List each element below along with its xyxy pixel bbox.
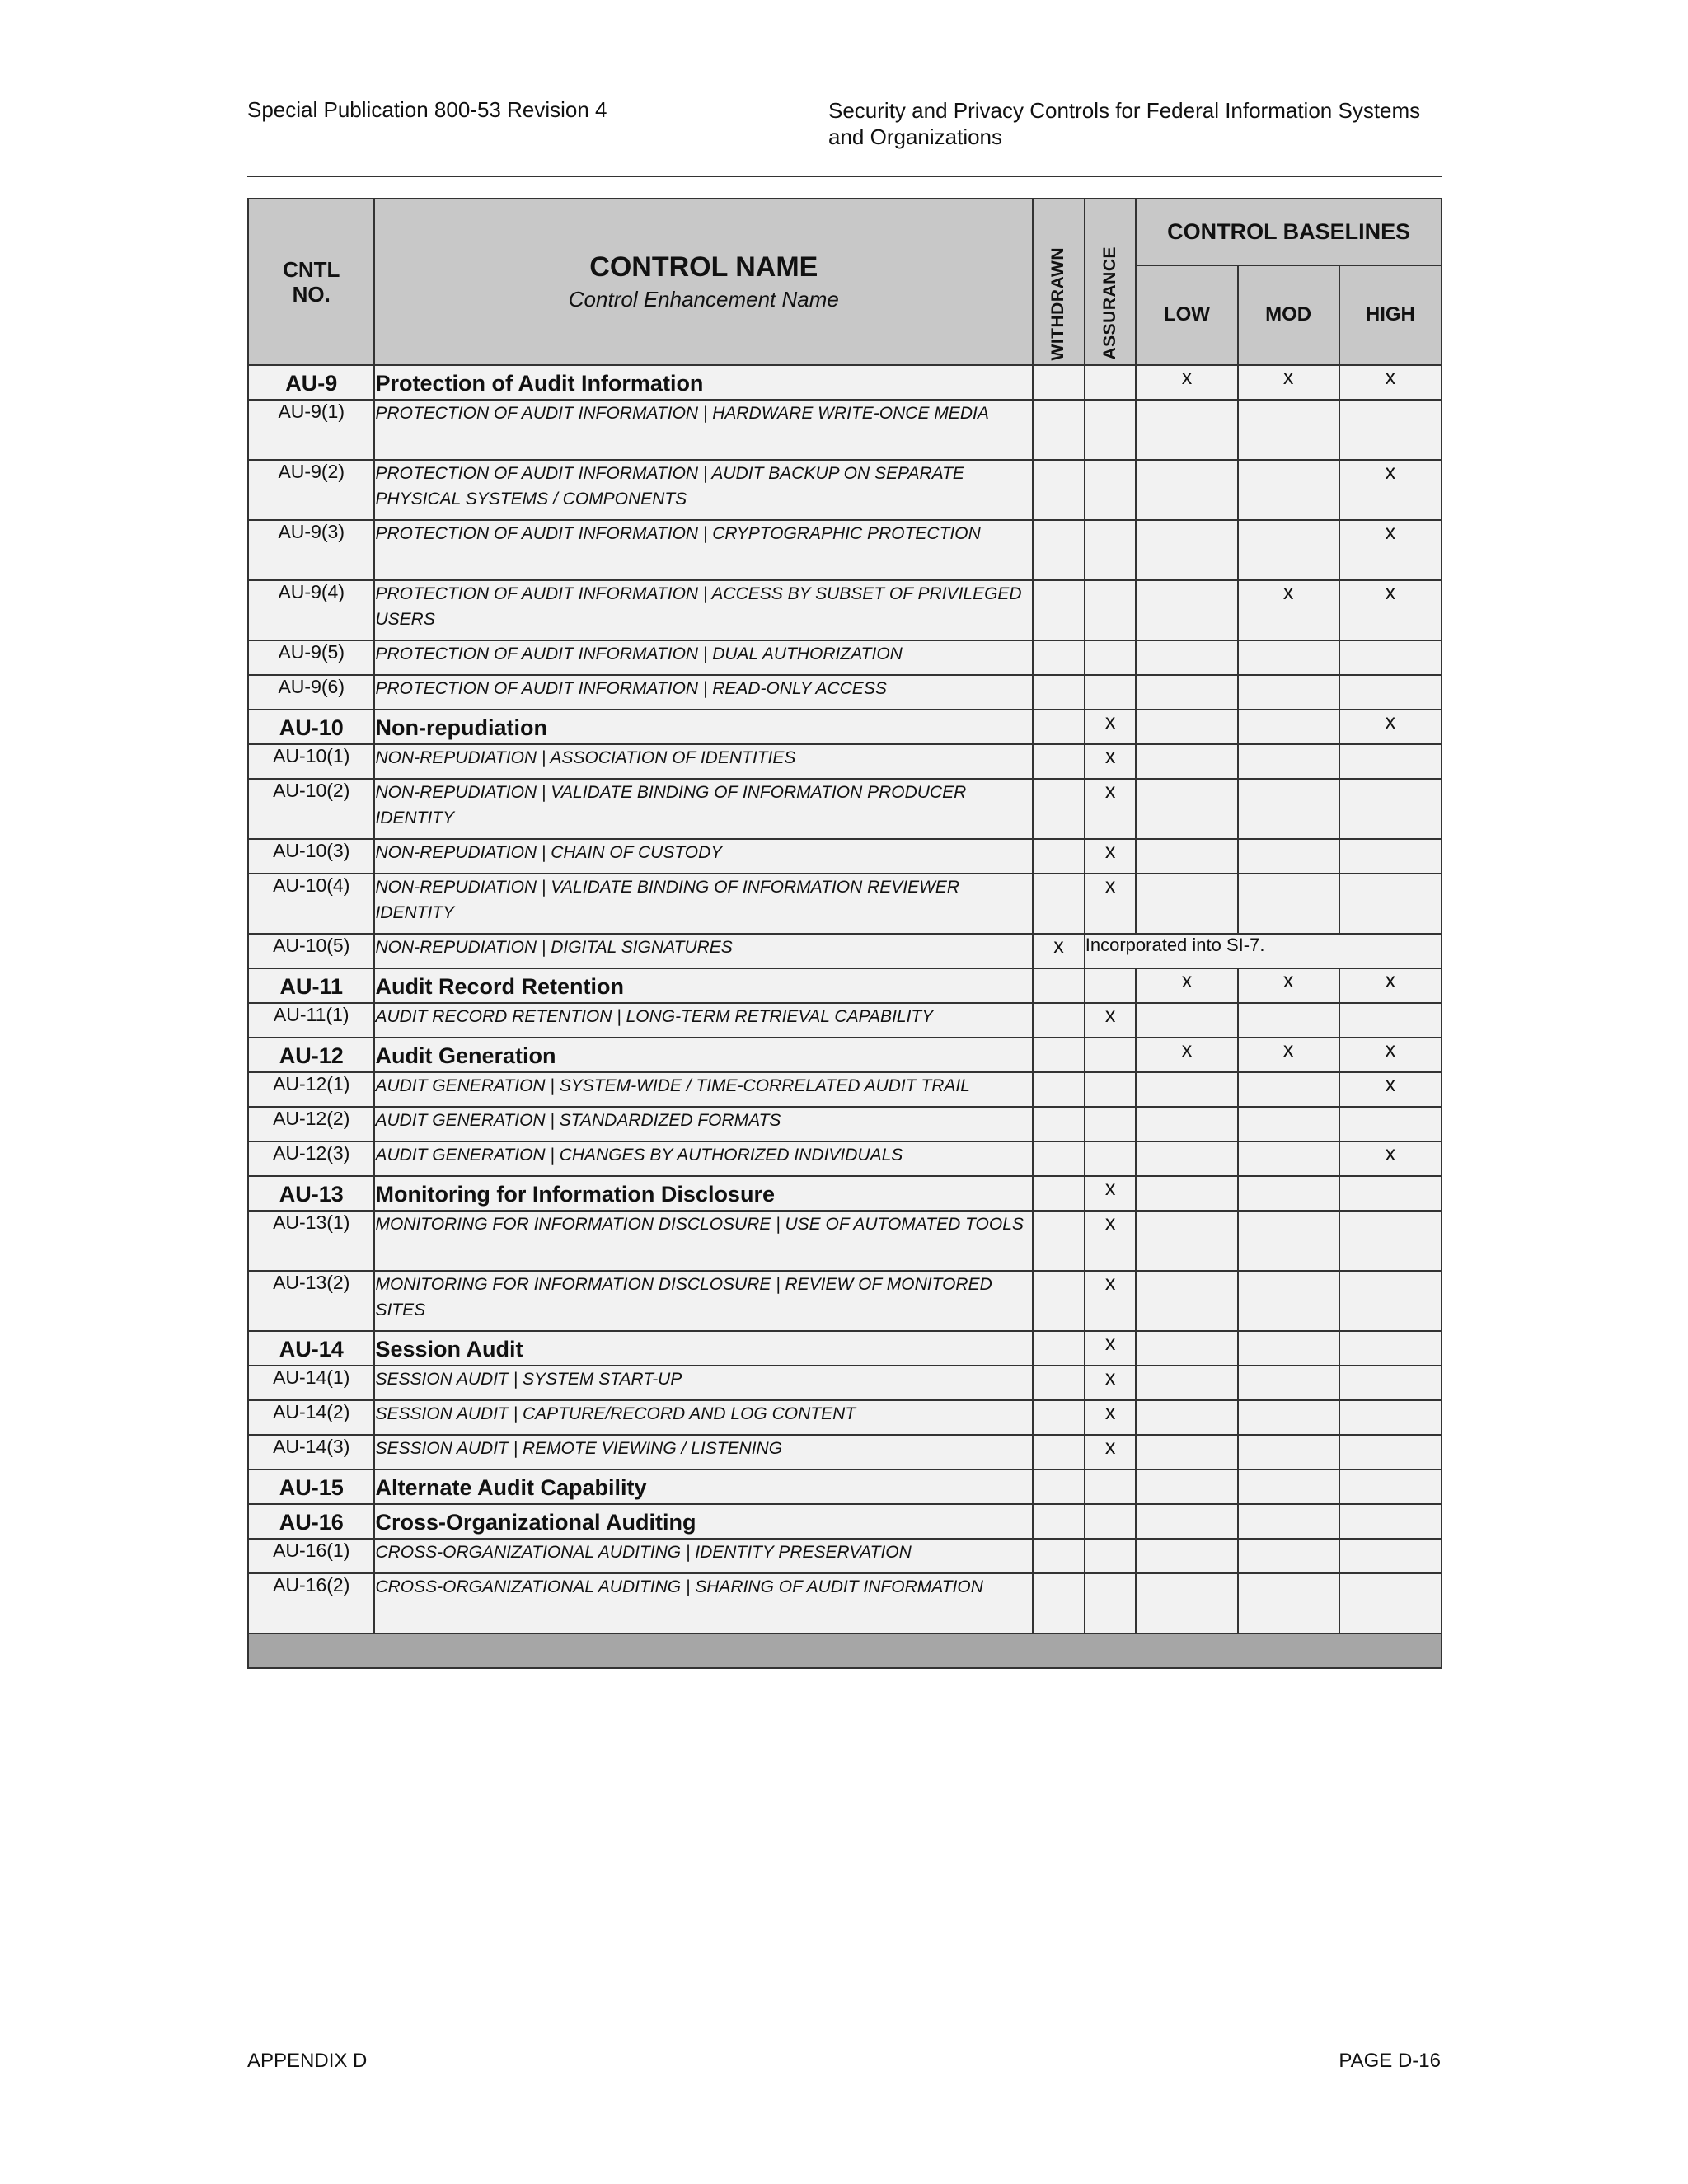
mod-baseline-cell [1238,675,1339,710]
table-row [248,874,1442,934]
mod-baseline-cell [1238,400,1339,460]
mod-baseline-cell [1238,460,1339,520]
assurance-cell: x [1085,1331,1137,1366]
assurance-cell [1085,365,1137,400]
cntl-header-line2: NO. [292,282,331,307]
table-row [248,1003,1442,1038]
high-baseline-cell [1339,1107,1442,1141]
control-name-cell: PROTECTION OF AUDIT INFORMATION | ACCESS BY SUBSET OF PRIVILEGED USERS [374,580,1033,640]
control-name-cell: PROTECTION OF AUDIT INFORMATION | CRYPTOGRAPHIC PROTECTION [374,520,1033,580]
table-row [248,968,1442,1003]
table-row [248,779,1442,839]
control-name-cell: SESSION AUDIT | SYSTEM START-UP [374,1366,1033,1400]
control-id-cell: AU-10(3) [248,839,374,874]
table-row [248,1435,1442,1469]
assurance-cell [1085,675,1137,710]
assurance-label: ASSURANCE [1100,246,1120,360]
running-header-left: Special Publication 800-53 Revision 4 [247,97,607,122]
control-name-cell: NON-REPUDIATION | CHAIN OF CUSTODY [374,839,1033,874]
assurance-cell: x [1085,839,1137,874]
high-baseline-cell [1339,744,1442,779]
mod-baseline-cell [1238,1400,1339,1435]
control-id-cell: AU-12(1) [248,1072,374,1107]
assurance-cell [1085,1573,1137,1633]
control-id-cell: AU-15 [248,1469,374,1504]
assurance-cell: x [1085,1435,1137,1469]
control-name-cell: NON-REPUDIATION | DIGITAL SIGNATURES [374,934,1033,968]
control-name-cell: PROTECTION OF AUDIT INFORMATION | HARDWARE WRITE-ONCE MEDIA [374,400,1033,460]
control-name-cell: CROSS-ORGANIZATIONAL AUDITING | SHARING OF AUDIT INFORMATION [374,1573,1033,1633]
withdrawn-cell [1033,400,1085,460]
control-id-cell: AU-12(2) [248,1107,374,1141]
high-baseline-cell: x [1339,968,1442,1003]
control-name-cell: SESSION AUDIT | CAPTURE/RECORD AND LOG CONTENT [374,1400,1033,1435]
table-row [248,1176,1442,1211]
control-name-cell: AUDIT GENERATION | CHANGES BY AUTHORIZED INDIVIDUALS [374,1141,1033,1176]
mod-baseline-cell [1238,1539,1339,1573]
high-baseline-cell [1339,400,1442,460]
assurance-cell: x [1085,779,1137,839]
assurance-cell: x [1085,1366,1137,1400]
high-baseline-cell: x [1339,580,1442,640]
table-body [248,365,1442,1668]
mod-baseline-cell [1238,1435,1339,1469]
low-baseline-cell [1136,1435,1237,1469]
control-id-cell: AU-11(1) [248,1003,374,1038]
control-id-cell: AU-9(5) [248,640,374,675]
assurance-cell: x [1085,1271,1137,1331]
withdrawn-cell [1033,1504,1085,1539]
assurance-cell [1085,1072,1137,1107]
assurance-cell [1085,520,1137,580]
control-name-cell: Monitoring for Information Disclosure [374,1176,1033,1211]
low-baseline-cell [1136,1331,1237,1366]
withdrawn-cell [1033,1400,1085,1435]
table-row [248,710,1442,744]
table-row [248,675,1442,710]
withdrawn-cell [1033,520,1085,580]
high-baseline-cell [1339,779,1442,839]
mod-baseline-cell: x [1238,365,1339,400]
mod-baseline-cell [1238,1003,1339,1038]
withdrawn-cell [1033,580,1085,640]
control-id-cell: AU-9 [248,365,374,400]
low-baseline-cell [1136,779,1237,839]
control-id-cell: AU-11 [248,968,374,1003]
assurance-cell [1085,968,1137,1003]
high-baseline-cell: x [1339,1038,1442,1072]
control-name-cell: Session Audit [374,1331,1033,1366]
table-row [248,744,1442,779]
assurance-cell [1085,1107,1137,1141]
assurance-cell: x [1085,744,1137,779]
withdrawn-cell [1033,968,1085,1003]
control-name-title: CONTROL NAME [589,251,818,283]
withdrawn-cell [1033,460,1085,520]
running-header-right-line2: and Organizations [828,124,1003,149]
table-row [248,1107,1442,1141]
control-name-cell: Cross-Organizational Auditing [374,1504,1033,1539]
mod-baseline-cell [1238,1176,1339,1211]
low-baseline-cell [1136,874,1237,934]
control-id-cell: AU-10(4) [248,874,374,934]
withdrawn-cell [1033,779,1085,839]
mod-baseline-cell [1238,1271,1339,1331]
control-name-cell: AUDIT GENERATION | SYSTEM-WIDE / TIME-CORRELATED AUDIT TRAIL [374,1072,1033,1107]
assurance-cell [1085,1038,1137,1072]
table-row [248,839,1442,874]
table-row [248,1141,1442,1176]
low-baseline-cell [1136,839,1237,874]
table-row [248,640,1442,675]
high-baseline-cell [1339,839,1442,874]
low-baseline-cell [1136,460,1237,520]
table-row [248,1072,1442,1107]
high-baseline-cell [1339,1211,1442,1271]
high-baseline-cell: x [1339,460,1442,520]
mod-baseline-cell [1238,1573,1339,1633]
assurance-cell [1085,1469,1137,1504]
table-row [248,1211,1442,1271]
high-baseline-cell [1339,1400,1442,1435]
mod-header: MOD [1238,265,1339,365]
withdrawn-cell [1033,365,1085,400]
withdrawn-note-cell: Incorporated into SI-7. [1085,934,1442,968]
low-baseline-cell [1136,1573,1237,1633]
withdrawn-cell [1033,1107,1085,1141]
control-name-cell: NON-REPUDIATION | VALIDATE BINDING OF INFORMATION REVIEWER IDENTITY [374,874,1033,934]
assurance-cell [1085,1539,1137,1573]
assurance-cell [1085,1141,1137,1176]
high-baseline-cell [1339,1176,1442,1211]
mod-baseline-cell: x [1238,580,1339,640]
cntl-header-line1: CNTL [283,257,340,282]
low-baseline-cell [1136,1141,1237,1176]
control-name-cell: Alternate Audit Capability [374,1469,1033,1504]
table-row [248,1366,1442,1400]
low-baseline-cell [1136,1072,1237,1107]
table-row [248,365,1442,400]
high-baseline-cell [1339,1003,1442,1038]
low-baseline-cell [1136,520,1237,580]
mod-baseline-cell [1238,1366,1339,1400]
high-header: HIGH [1339,265,1442,365]
high-baseline-cell: x [1339,1141,1442,1176]
high-baseline-cell [1339,874,1442,934]
control-id-cell: AU-14(1) [248,1366,374,1400]
mod-baseline-cell [1238,874,1339,934]
withdrawn-label: WITHDRAWN [1048,246,1068,360]
assurance-cell [1085,460,1137,520]
high-baseline-cell: x [1339,365,1442,400]
high-baseline-cell [1339,675,1442,710]
withdrawn-cell [1033,1211,1085,1271]
assurance-header [1085,199,1137,365]
control-enhancement-subtitle: Control Enhancement Name [568,287,839,312]
withdrawn-cell [1033,839,1085,874]
mod-baseline-cell [1238,1331,1339,1366]
header-divider [247,176,1442,177]
control-name-cell: PROTECTION OF AUDIT INFORMATION | DUAL AUTHORIZATION [374,640,1033,675]
mod-baseline-cell [1238,1504,1339,1539]
control-name-cell: Protection of Audit Information [374,365,1033,400]
table-row [248,520,1442,580]
assurance-cell: x [1085,1003,1137,1038]
table-row [248,1038,1442,1072]
high-baseline-cell: x [1339,1072,1442,1107]
footer-appendix: APPENDIX D [247,2050,368,2072]
control-name-cell: CROSS-ORGANIZATIONAL AUDITING | IDENTITY PRESERVATION [374,1539,1033,1573]
control-id-cell: AU-12 [248,1038,374,1072]
control-name-cell: NON-REPUDIATION | VALIDATE BINDING OF INFORMATION PRODUCER IDENTITY [374,779,1033,839]
cntl-no-header [248,199,374,365]
control-id-cell: AU-10(1) [248,744,374,779]
withdrawn-cell: x [1033,934,1085,968]
table-row [248,1573,1442,1633]
withdrawn-cell [1033,744,1085,779]
low-baseline-cell [1136,675,1237,710]
mod-baseline-cell [1238,1469,1339,1504]
control-name-cell: SESSION AUDIT | REMOTE VIEWING / LISTENING [374,1435,1033,1469]
table-row [248,1271,1442,1331]
assurance-cell: x [1085,1400,1137,1435]
mod-baseline-cell [1238,1141,1339,1176]
withdrawn-cell [1033,1469,1085,1504]
withdrawn-cell [1033,1539,1085,1573]
high-baseline-cell [1339,1271,1442,1331]
assurance-cell [1085,640,1137,675]
table-row [248,1469,1442,1504]
table-row [248,580,1442,640]
mod-baseline-cell [1238,839,1339,874]
mod-baseline-cell [1238,1072,1339,1107]
low-baseline-cell [1136,1539,1237,1573]
control-id-cell: AU-16 [248,1504,374,1539]
low-baseline-cell [1136,1211,1237,1271]
table-row [248,1400,1442,1435]
control-name-cell: Audit Generation [374,1038,1033,1072]
mod-baseline-cell [1238,744,1339,779]
control-baselines-header: CONTROL BASELINES [1136,199,1442,265]
control-id-cell: AU-12(3) [248,1141,374,1176]
low-header: LOW [1136,265,1237,365]
table-footer-band [248,1633,1442,1668]
assurance-cell: x [1085,1176,1137,1211]
control-id-cell: AU-14(3) [248,1435,374,1469]
mod-baseline-cell [1238,779,1339,839]
table-row [248,400,1442,460]
assurance-cell [1085,1504,1137,1539]
control-id-cell: AU-16(2) [248,1573,374,1633]
low-baseline-cell [1136,744,1237,779]
control-id-cell: AU-9(3) [248,520,374,580]
control-id-cell: AU-10(2) [248,779,374,839]
low-baseline-cell: x [1136,1038,1237,1072]
low-baseline-cell: x [1136,968,1237,1003]
mod-baseline-cell [1238,1211,1339,1271]
withdrawn-cell [1033,1038,1085,1072]
withdrawn-cell [1033,1072,1085,1107]
control-id-cell: AU-13(1) [248,1211,374,1271]
low-baseline-cell [1136,1366,1237,1400]
withdrawn-cell [1033,1573,1085,1633]
high-baseline-cell [1339,640,1442,675]
mod-baseline-cell [1238,520,1339,580]
high-baseline-cell [1339,1331,1442,1366]
control-name-cell: PROTECTION OF AUDIT INFORMATION | READ-ONLY ACCESS [374,675,1033,710]
assurance-cell: x [1085,874,1137,934]
control-name-header [374,199,1033,365]
low-baseline-cell [1136,400,1237,460]
withdrawn-cell [1033,1176,1085,1211]
running-header-right-line1: Security and Privacy Controls for Federal Information Systems [828,98,1421,123]
withdrawn-cell [1033,1331,1085,1366]
control-id-cell: AU-16(1) [248,1539,374,1573]
low-baseline-cell [1136,1176,1237,1211]
control-name-cell: NON-REPUDIATION | ASSOCIATION OF IDENTITIES [374,744,1033,779]
high-baseline-cell [1339,1539,1442,1573]
control-name-cell: Audit Record Retention [374,968,1033,1003]
control-id-cell: AU-14(2) [248,1400,374,1435]
control-id-cell: AU-13(2) [248,1271,374,1331]
low-baseline-cell [1136,1271,1237,1331]
low-baseline-cell [1136,1107,1237,1141]
mod-baseline-cell [1238,1107,1339,1141]
running-header-right [828,97,1455,150]
high-baseline-cell: x [1339,520,1442,580]
assurance-cell [1085,580,1137,640]
control-id-cell: AU-9(2) [248,460,374,520]
table-row [248,1539,1442,1573]
assurance-cell: x [1085,1211,1137,1271]
assurance-cell [1085,400,1137,460]
control-name-cell: Non-repudiation [374,710,1033,744]
low-baseline-cell: x [1136,365,1237,400]
low-baseline-cell [1136,1504,1237,1539]
table-row [248,1331,1442,1366]
high-baseline-cell [1339,1573,1442,1633]
high-baseline-cell [1339,1469,1442,1504]
control-id-cell: AU-9(6) [248,675,374,710]
low-baseline-cell [1136,710,1237,744]
withdrawn-header [1033,199,1085,365]
table-row [248,934,1442,968]
control-name-cell: AUDIT GENERATION | STANDARDIZED FORMATS [374,1107,1033,1141]
withdrawn-cell [1033,710,1085,744]
low-baseline-cell [1136,1003,1237,1038]
table-row [248,460,1442,520]
low-baseline-cell [1136,640,1237,675]
control-id-cell: AU-9(1) [248,400,374,460]
withdrawn-cell [1033,640,1085,675]
control-id-cell: AU-13 [248,1176,374,1211]
control-name-cell: AUDIT RECORD RETENTION | LONG-TERM RETRIEVAL CAPABILITY [374,1003,1033,1038]
mod-baseline-cell [1238,710,1339,744]
assurance-cell: x [1085,710,1137,744]
low-baseline-cell [1136,580,1237,640]
withdrawn-cell [1033,1003,1085,1038]
high-baseline-cell [1339,1366,1442,1400]
high-baseline-cell [1339,1504,1442,1539]
control-id-cell: AU-10 [248,710,374,744]
low-baseline-cell [1136,1469,1237,1504]
table-footer-cell [248,1633,1442,1668]
withdrawn-cell [1033,1271,1085,1331]
control-id-cell: AU-14 [248,1331,374,1366]
mod-baseline-cell: x [1238,968,1339,1003]
footer-page-number: PAGE D-16 [1339,2050,1441,2072]
control-id-cell: AU-10(5) [248,934,374,968]
withdrawn-cell [1033,1366,1085,1400]
control-name-cell: MONITORING FOR INFORMATION DISCLOSURE | USE OF AUTOMATED TOOLS [374,1211,1033,1271]
control-name-cell: PROTECTION OF AUDIT INFORMATION | AUDIT BACKUP ON SEPARATE PHYSICAL SYSTEMS / COMPONENTS [374,460,1033,520]
mod-baseline-cell [1238,640,1339,675]
control-id-cell: AU-9(4) [248,580,374,640]
table-row [248,1504,1442,1539]
withdrawn-cell [1033,675,1085,710]
high-baseline-cell: x [1339,710,1442,744]
withdrawn-cell [1033,1435,1085,1469]
control-baselines-table [247,198,1442,1669]
low-baseline-cell [1136,1400,1237,1435]
control-name-cell: MONITORING FOR INFORMATION DISCLOSURE | REVIEW OF MONITORED SITES [374,1271,1033,1331]
high-baseline-cell [1339,1435,1442,1469]
mod-baseline-cell: x [1238,1038,1339,1072]
withdrawn-cell [1033,874,1085,934]
withdrawn-cell [1033,1141,1085,1176]
